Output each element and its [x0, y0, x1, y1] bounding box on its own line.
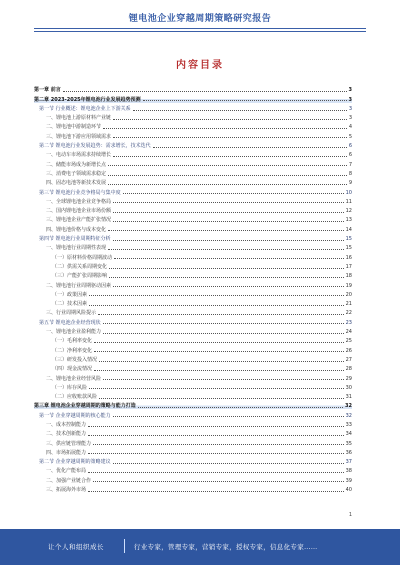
toc-entry-label: 三、供应链管理能力 — [46, 440, 92, 447]
report-title: 锂电池企业穿越周期策略研究报告 — [128, 14, 272, 24]
toc-entry[interactable] — [34, 168, 352, 177]
toc-leader-dots — [108, 165, 347, 166]
toc-leader-dots — [113, 463, 344, 464]
toc-entry-label: 三、锂电池下游应用领域需求 — [46, 133, 112, 140]
toc-leader-dots — [94, 370, 344, 371]
toc-entry-page: 15 — [345, 245, 352, 252]
toc-leader-dots — [143, 100, 347, 101]
toc-entry-label: 二、锂电池中游制造环节 — [46, 124, 102, 131]
toc-entry-label: （一）政策因素 — [52, 291, 88, 298]
footer-slogan: 让个人和组织成长 — [48, 543, 104, 551]
toc-entry-label: （一）库存风险 — [52, 384, 88, 391]
toc-entry-label: 一、锂电池企业盈利能力 — [46, 329, 102, 336]
toc-entry[interactable] — [34, 344, 352, 353]
toc-heading: 内容目录 — [176, 60, 224, 71]
page-number: 1 — [348, 512, 352, 518]
toc-leader-dots — [123, 193, 344, 194]
toc-entry-page: 25 — [345, 338, 352, 345]
toc-entry-label: （二）供需关系周期变化 — [52, 263, 108, 270]
toc-leader-dots — [108, 184, 347, 185]
toc-entry-page: 6 — [348, 152, 352, 159]
toc-entry[interactable] — [34, 103, 352, 112]
toc-entry-label: （一）原材料价格周期波动 — [52, 254, 113, 261]
toc-leader-dots — [103, 323, 344, 324]
toc-entry-page: 11 — [345, 198, 352, 205]
toc-entry-label: （四）现金流情况 — [52, 366, 93, 373]
toc-leader-dots — [103, 379, 344, 380]
toc-entry-label: 第四节 锂电池行业周期特征分析 — [39, 236, 111, 243]
toc-entry-page: 30 — [345, 384, 352, 391]
toc-leader-dots — [89, 388, 344, 389]
toc-entry-label: 第二章 2023-2025年锂电池行业发展趋势预测 — [34, 96, 141, 103]
toc-leader-dots — [88, 435, 344, 436]
toc-entry-page: 35 — [345, 440, 352, 447]
toc-entry-page: 37 — [345, 459, 352, 466]
toc-entry-label: 第二节 锂电池行业发展趋势：需求增长，技术迭代 — [39, 143, 151, 150]
toc-leader-dots — [113, 286, 344, 287]
footer-divider — [124, 539, 125, 553]
toc-leader-dots — [109, 277, 344, 278]
toc-entry[interactable] — [34, 382, 352, 391]
toc-entry-page: 27 — [345, 356, 352, 363]
toc-entry[interactable] — [34, 419, 352, 428]
toc-entry[interactable] — [34, 335, 352, 344]
toc-leader-dots — [113, 202, 344, 203]
toc-leader-dots — [113, 212, 344, 213]
toc-entry-page: 22 — [345, 310, 352, 317]
toc-leader-dots — [88, 472, 344, 473]
toc-leader-dots — [88, 491, 344, 492]
toc-leader-dots — [99, 361, 344, 362]
toc-entry-page: 26 — [345, 347, 352, 354]
toc-entry-page: 20 — [345, 291, 352, 298]
toc-leader-dots — [88, 453, 344, 454]
toc-entry-page: 3 — [348, 87, 352, 94]
toc-entry[interactable] — [34, 158, 352, 167]
toc-entry-label: 二、技术创新能力 — [46, 431, 87, 438]
toc-entry-page: 32 — [345, 412, 352, 419]
header-divider-thin — [34, 31, 366, 32]
toc-leader-dots — [89, 295, 344, 296]
toc-leader-dots — [113, 240, 344, 241]
toc-entry-label: 二、国内锂电池企业市场份额 — [46, 208, 112, 215]
toc-entry[interactable] — [34, 93, 352, 102]
toc-leader-dots — [88, 426, 344, 427]
toc-entry[interactable] — [34, 149, 352, 158]
toc-entry[interactable] — [34, 474, 352, 483]
toc-entry[interactable] — [34, 363, 352, 372]
toc-entry-label: 一、锂电池行业周期性表现 — [46, 245, 107, 252]
toc-entry-page: 23 — [345, 319, 352, 326]
toc-entry[interactable] — [34, 298, 352, 307]
toc-entry[interactable] — [34, 428, 352, 437]
toc-entry[interactable] — [34, 391, 352, 400]
toc-entry-label: 一、电动车市场需求持续增长 — [46, 152, 112, 159]
toc-entry-page: 3 — [348, 96, 352, 103]
toc-leader-dots — [99, 398, 344, 399]
toc-entry-page: 3 — [348, 105, 352, 112]
toc-entry-page: 28 — [345, 366, 352, 373]
toc-leader-dots — [113, 221, 344, 222]
toc-entry-label: 四、锂电池价格与成本变化 — [46, 226, 107, 233]
toc-entry-label: （二）技术因素 — [52, 301, 88, 308]
toc-entry[interactable] — [34, 233, 352, 242]
toc-leader-dots — [89, 305, 344, 306]
toc-entry-page: 12 — [345, 208, 352, 215]
toc-entry[interactable] — [34, 251, 352, 260]
toc-entry[interactable] — [34, 447, 352, 456]
toc-entry-page: 31 — [345, 394, 352, 401]
toc-leader-dots — [63, 91, 347, 92]
toc-entry[interactable] — [34, 112, 352, 121]
toc-entry[interactable] — [34, 205, 352, 214]
toc-entry[interactable] — [34, 270, 352, 279]
toc-entry-page: 40 — [345, 487, 352, 494]
toc-entry-label: 第一章 前言 — [34, 87, 61, 94]
toc-entry-page: 8 — [348, 170, 352, 177]
toc-entry[interactable] — [34, 196, 352, 205]
toc-entry-label: 第三节 锂电池行业竞争格局与集中度 — [39, 189, 121, 196]
toc-entry[interactable] — [34, 214, 352, 223]
toc-entry-page: 19 — [345, 282, 352, 289]
toc-entry[interactable] — [34, 316, 352, 325]
toc-entry[interactable] — [34, 484, 352, 493]
toc-entry[interactable] — [34, 279, 352, 288]
toc-leader-dots — [113, 137, 347, 138]
toc-entry[interactable] — [34, 121, 352, 130]
toc-entry-page: 4 — [348, 124, 352, 131]
toc-entry[interactable] — [34, 372, 352, 381]
toc-entry-label: （三）研发投入情况 — [52, 356, 98, 363]
toc-leader-dots — [113, 119, 347, 120]
toc-leader-dots — [114, 258, 344, 259]
toc-entry-label: 二、锂电池行业周期驱动因素 — [46, 282, 112, 289]
toc-entry[interactable] — [34, 261, 352, 270]
toc-entry-label: 三、锂电池企业产能扩张情况 — [46, 217, 112, 224]
toc-entry-label: 二、储能市场成为新增长点 — [46, 161, 107, 168]
toc-entry-page: 9 — [348, 180, 352, 187]
toc-entry[interactable] — [34, 409, 352, 418]
toc-leader-dots — [113, 416, 344, 417]
toc-entry[interactable] — [34, 326, 352, 335]
toc-leader-dots — [93, 444, 344, 445]
toc-entry-label: 第一节 企业穿越周期的核心能力 — [39, 412, 111, 419]
toc-entry-label: 一、成本控制能力 — [46, 421, 87, 428]
toc-entry-label: （二）净利率变化 — [52, 347, 93, 354]
toc-entry[interactable] — [34, 177, 352, 186]
toc-entry[interactable] — [34, 84, 352, 93]
toc-entry[interactable] — [34, 140, 352, 149]
page-header — [0, 0, 400, 36]
footer-tagline: 行业专家，管理专家，营销专家，授权专家，信息化专家…… — [134, 543, 318, 551]
toc-entry-page: 33 — [345, 421, 352, 428]
toc-leader-dots — [138, 407, 343, 408]
toc-entry-page: 18 — [345, 273, 352, 280]
toc-entry-label: 一、锂电池上游原材料产业链 — [46, 115, 112, 122]
toc-entry-page: 15 — [345, 236, 352, 243]
toc-entry-page: 29 — [345, 375, 352, 382]
toc-entry-page: 3 — [348, 115, 352, 122]
toc-entry-label: 第三章 锂电池企业穿越周期的策略与能力打造 — [34, 403, 136, 410]
toc-entry[interactable] — [34, 130, 352, 139]
toc-entry-label: 一、优化产能布局 — [46, 468, 87, 475]
toc-leader-dots — [109, 268, 344, 269]
toc-entry-page: 16 — [345, 254, 352, 261]
toc-leader-dots — [153, 147, 347, 148]
toc-entry-label: 三、行业周期风险提示 — [46, 310, 97, 317]
toc-entry-label: 四、市场拓展能力 — [46, 449, 87, 456]
toc-entry-page: 38 — [345, 468, 352, 475]
toc-leader-dots — [93, 481, 344, 482]
toc-entry-page: 39 — [345, 477, 352, 484]
toc-leader-dots — [133, 110, 347, 111]
toc-entry-page: 6 — [348, 143, 352, 150]
toc-entry[interactable] — [34, 465, 352, 474]
toc-entry-page: 17 — [345, 263, 352, 270]
page-footer — [0, 529, 400, 565]
toc-entry[interactable] — [34, 289, 352, 298]
toc-entry[interactable] — [34, 242, 352, 251]
toc-entry-page: 32 — [345, 403, 352, 410]
toc-entry-label: 三、消费电子领域需求稳定 — [46, 170, 107, 177]
toc-entry-label: 第二节 企业穿越周期的策略建议 — [39, 459, 111, 466]
toc-entry-label: 第一节 行业概述：锂电池企业上下游关系 — [39, 105, 131, 112]
toc-entry-label: （二）应收账款风险 — [52, 394, 98, 401]
toc-leader-dots — [94, 342, 344, 343]
toc-leader-dots — [94, 351, 344, 352]
toc-entry[interactable] — [34, 223, 352, 232]
toc-entry-page: 5 — [348, 133, 352, 140]
toc-entry-label: 一、全球锂电池企业竞争格局 — [46, 198, 112, 205]
toc-entry-label: 二、锂电池企业经营风险 — [46, 375, 102, 382]
table-of-contents — [34, 84, 352, 493]
toc-leader-dots — [103, 333, 344, 334]
toc-entry-page: 21 — [345, 301, 352, 308]
toc-entry[interactable] — [34, 437, 352, 446]
toc-entry-page: 10 — [345, 189, 352, 196]
toc-entry[interactable] — [34, 307, 352, 316]
toc-entry-label: 三、拓展海外市场 — [46, 487, 87, 494]
toc-leader-dots — [108, 230, 344, 231]
toc-entry-label: （三）产能扩张周期影响 — [52, 273, 108, 280]
toc-entry[interactable] — [34, 456, 352, 465]
toc-entry-page: 7 — [348, 161, 352, 168]
toc-leader-dots — [108, 249, 344, 250]
toc-entry[interactable] — [34, 186, 352, 195]
toc-leader-dots — [108, 175, 347, 176]
toc-entry[interactable] — [34, 354, 352, 363]
toc-entry-label: （一）毛利率变化 — [52, 338, 93, 345]
toc-entry-label: 第五节 锂电池企业经营现状 — [39, 319, 101, 326]
toc-entry-page: 24 — [345, 329, 352, 336]
toc-entry[interactable] — [34, 400, 352, 409]
toc-leader-dots — [98, 314, 344, 315]
toc-leader-dots — [103, 128, 347, 129]
toc-entry-page: 34 — [345, 431, 352, 438]
toc-entry-page: 14 — [345, 226, 352, 233]
toc-entry-label: 二、加强产业链合作 — [46, 477, 92, 484]
toc-entry-page: 13 — [345, 217, 352, 224]
header-divider — [34, 28, 366, 29]
toc-entry-label: 四、固态电池等新技术发展 — [46, 180, 107, 187]
toc-leader-dots — [113, 156, 347, 157]
toc-entry-page: 36 — [345, 449, 352, 456]
